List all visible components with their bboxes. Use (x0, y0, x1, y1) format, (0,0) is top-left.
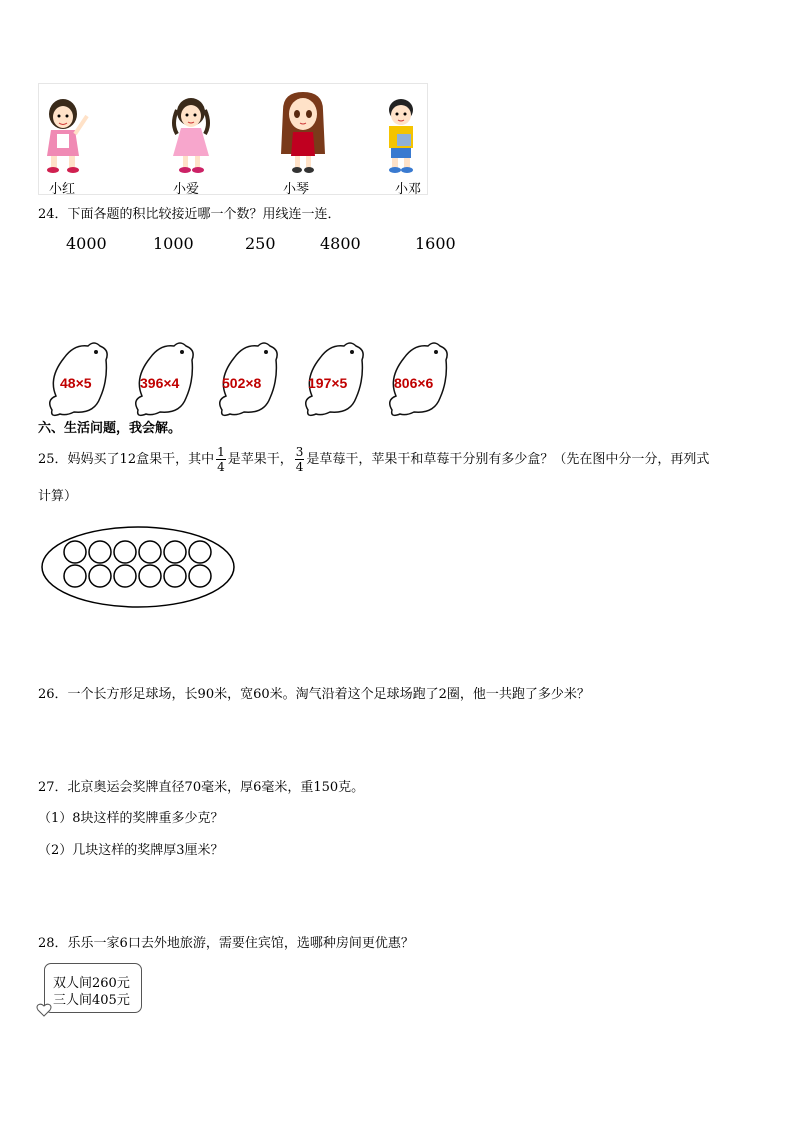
girl-xiaoai-figure (167, 94, 217, 176)
heart-icon (36, 1003, 52, 1017)
kids-illustration (38, 83, 428, 195)
price-triple-room: 三人间405元 (53, 993, 130, 1008)
frac2-numerator: 3 (295, 445, 304, 459)
number-option-3: 250 (245, 234, 276, 253)
expression-5: 806×6 (394, 375, 434, 391)
frac1-denominator: 4 (217, 460, 225, 474)
kid-name-1: 小红 (49, 182, 76, 197)
number-option-5: 1600 (415, 234, 456, 253)
frac2-denominator: 4 (295, 460, 304, 474)
question-27-sub2: （2）几块这样的奖牌厚3厘米？ (38, 843, 224, 858)
fruit-boxes-oval-diagram (40, 525, 240, 611)
girl-xiaoqin-figure (275, 90, 331, 176)
question-25-line2: 计算） (38, 489, 78, 504)
kid-name-3: 小琴 (283, 182, 310, 197)
frac1-numerator: 1 (217, 445, 225, 459)
question-26-text: 26．一个长方形足球场，长90米，宽60米。淘气沿着这个足球场跑了2圈，他一共跑了多少米？ (38, 687, 590, 702)
kid-name-4: 小邓 (395, 182, 422, 197)
number-option-4: 4800 (320, 234, 361, 253)
expression-1: 48×5 (60, 375, 92, 391)
price-double-room: 双人间260元 (53, 976, 130, 991)
q25-prefix: 25．妈妈买了12盒果干，其中 (38, 452, 215, 467)
boy-xiaodeng-figure (379, 94, 425, 176)
question-28-text: 28．乐乐一家6口去外地旅游，需要住宾馆，选哪种房间更优惠？ (38, 936, 414, 951)
room-price-tag (44, 963, 142, 1013)
expression-2: 396×4 (140, 375, 180, 391)
question-24-text: 24．下面各题的积比较接近哪一个数？用线连一连． (38, 207, 341, 222)
question-27-text: 27．北京奥运会奖牌直径70毫米，厚6毫米，重150克。 (38, 780, 365, 795)
number-option-1: 4000 (66, 234, 107, 253)
section-6-title: 六、生活问题，我会解。 (38, 421, 182, 436)
number-option-2: 1000 (153, 234, 194, 253)
q25-suffix: 是草莓干，苹果干和草莓干分别有多少盒？（先在图中分一分，再列式 (306, 452, 710, 467)
q25-middle: 是苹果干， (227, 452, 293, 467)
question-27-sub1: （1）8块这样的奖牌重多少克？ (38, 811, 224, 826)
kid-name-2: 小爱 (173, 182, 200, 197)
expression-3: 502×8 (222, 375, 262, 391)
girl-xiaohong-figure (39, 94, 99, 176)
question-25-text (38, 442, 709, 478)
fraction-one-quarter (216, 445, 226, 474)
fraction-three-quarters (295, 445, 305, 474)
expression-4: 197×5 (308, 375, 348, 391)
